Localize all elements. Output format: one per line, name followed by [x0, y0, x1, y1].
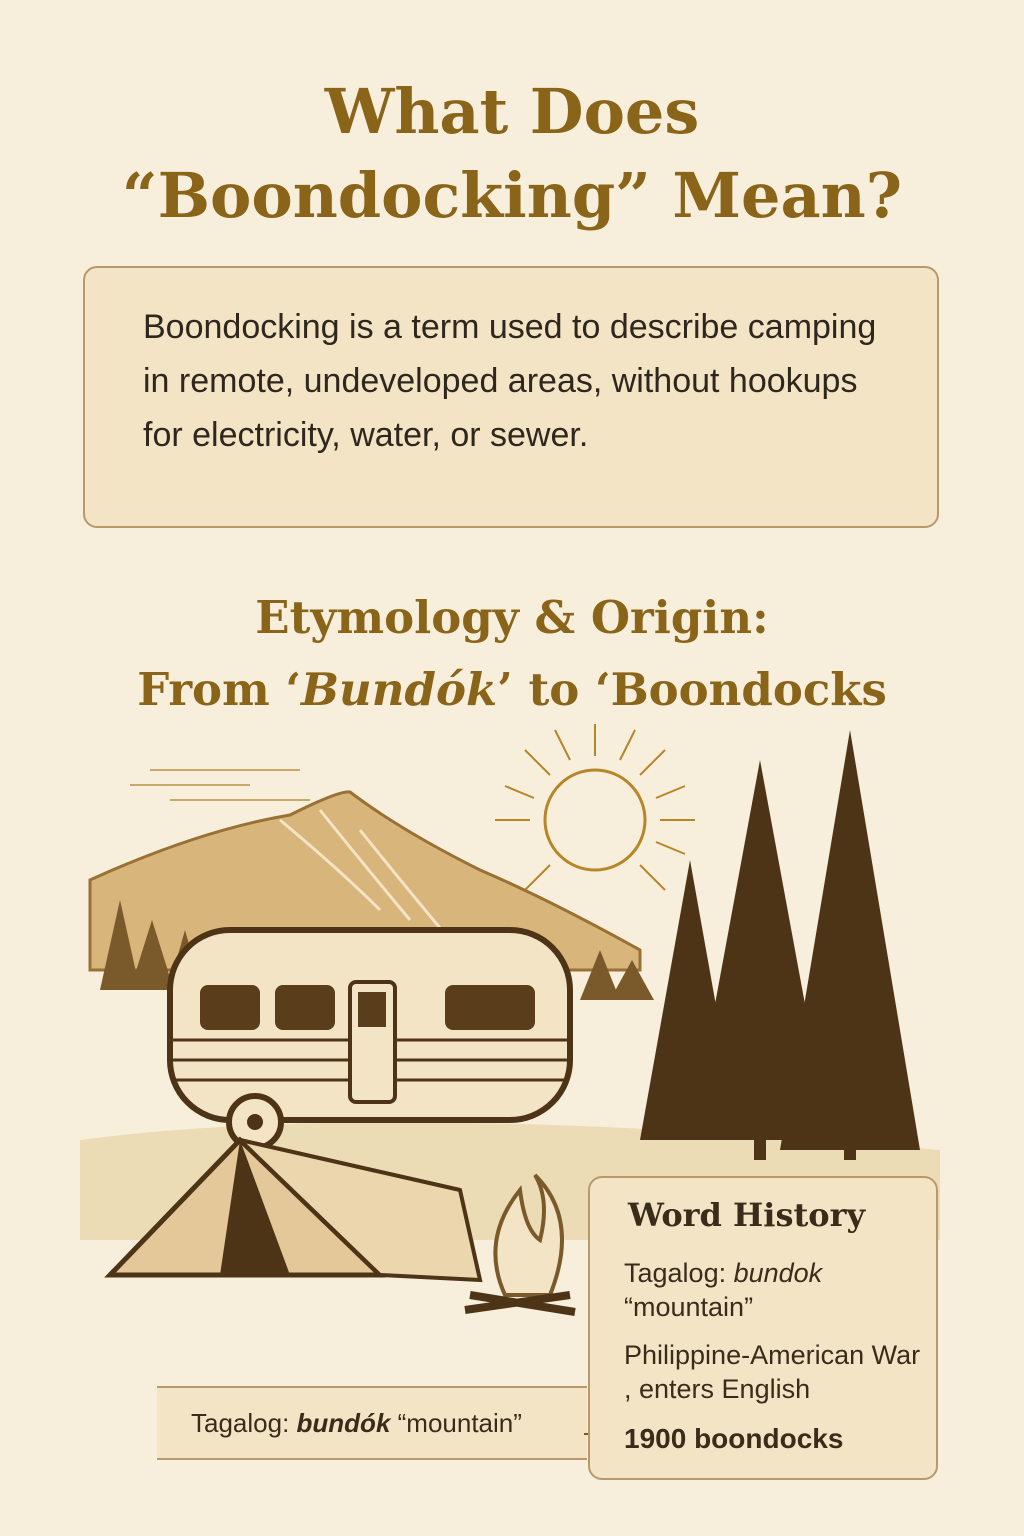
- etymology-word: Bundók: [301, 663, 498, 716]
- etymology-line-1: Etymology & Origin:: [255, 591, 769, 644]
- sun-icon: [495, 724, 695, 890]
- caption-prefix: Tagalog:: [191, 1408, 297, 1438]
- definition-box: [83, 266, 939, 528]
- pine-trees: [640, 730, 920, 1160]
- definition-body: is a term used to describe camping in remote, undeveloped areas, without hookups for electricity, water, or sewer.: [143, 308, 877, 454]
- word-history-line-3: 1900 boondocks: [624, 1423, 844, 1454]
- caption-gloss: “mountain”: [390, 1408, 522, 1438]
- page-title: [0, 70, 1024, 238]
- caption-word: bundók: [296, 1408, 391, 1438]
- etymology-heading: [0, 582, 1024, 726]
- definition-text: [143, 300, 883, 462]
- sky-lines: [130, 770, 310, 800]
- word-history-box: [588, 1176, 938, 1480]
- title-line-2: “Boondocking” Mean?: [121, 159, 903, 232]
- caption-bar: [157, 1386, 587, 1460]
- definition-term: Boondocking: [143, 308, 340, 346]
- camper-trailer-icon: [170, 930, 570, 1148]
- word-history-line-1: Tagalog: bundok “mountain”: [624, 1258, 823, 1322]
- word-history-line-2: Philippine-American War , enters English: [624, 1340, 921, 1404]
- etymology-line-2: From ‘Bundók’ to ‘Boondocks: [137, 663, 887, 716]
- title-line-1: What Does: [324, 75, 700, 148]
- word-history-title: Word History: [628, 1196, 866, 1234]
